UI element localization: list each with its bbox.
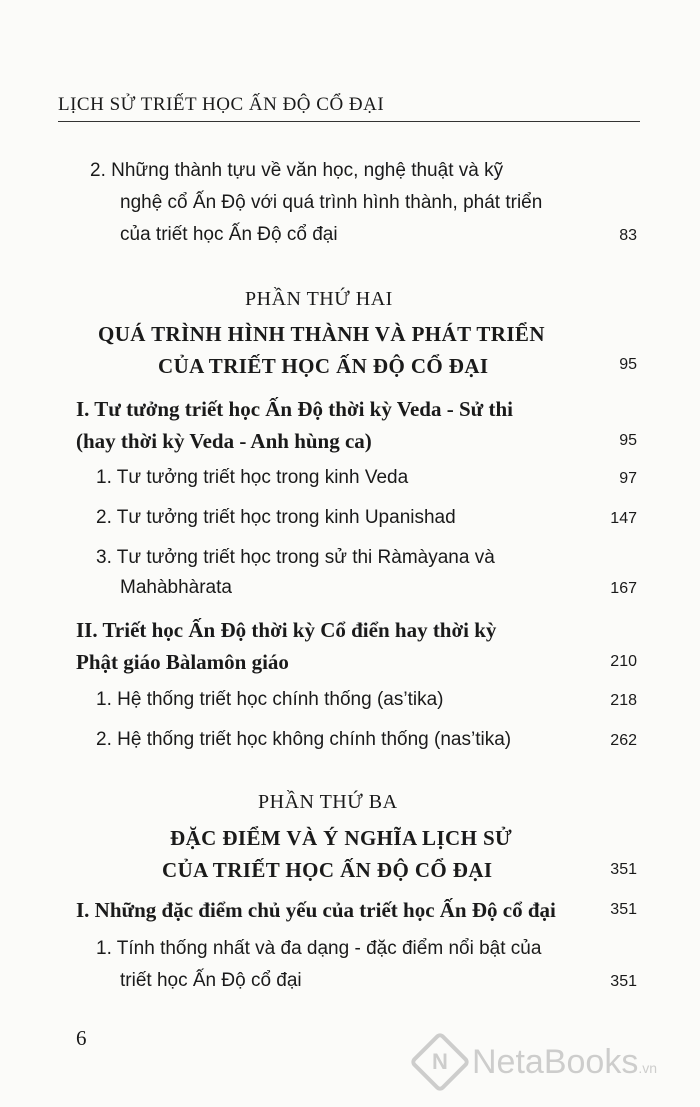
part-heading: PHẦN THỨ BA	[258, 791, 398, 813]
toc-line: Mahàbhàrata	[120, 577, 232, 598]
page-ref: 95	[619, 356, 637, 373]
toc-line: 1. Hệ thống triết học chính thống (as’tika)	[96, 689, 444, 710]
page-ref: 351	[610, 901, 637, 918]
page-ref: 147	[610, 510, 637, 527]
page-ref: 210	[610, 653, 637, 670]
section-heading: (hay thời kỳ Veda - Anh hùng ca)	[76, 429, 372, 453]
toc-line: 3. Tư tưởng triết học trong sử thi Ràmàyana và	[96, 547, 495, 568]
toc-line: nghệ cổ Ấn Độ với quá trình hình thành, phát triển	[120, 192, 543, 213]
page-ref: 95	[619, 432, 637, 449]
toc-line: 1. Tư tưởng triết học trong kinh Veda	[96, 467, 409, 488]
netabooks-logo-icon: N	[409, 1031, 471, 1093]
part-title: QUÁ TRÌNH HÌNH THÀNH VÀ PHÁT TRIỂN	[98, 322, 545, 346]
watermark	[418, 1040, 657, 1084]
section-heading: I. Những đặc điểm chủ yếu của triết học Ấn Độ cổ đại	[76, 898, 556, 922]
page-number: 6	[76, 1026, 87, 1050]
page-ref: 167	[610, 580, 637, 597]
page-ref: 218	[610, 692, 637, 709]
page-ref: 262	[610, 732, 637, 749]
toc-line: 2. Tư tưởng triết học trong kinh Upanishad	[96, 507, 456, 528]
toc-line: triết học Ấn Độ cổ đại	[120, 970, 302, 991]
header-rule	[58, 121, 640, 122]
section-heading: I. Tư tưởng triết học Ấn Độ thời kỳ Veda - Sử thi	[76, 397, 513, 421]
page-ref: 351	[610, 973, 637, 990]
section-heading: Phật giáo Bàlamôn giáo	[76, 650, 289, 674]
page-ref: 97	[619, 470, 637, 487]
toc-line: của triết học Ấn Độ cổ đại	[120, 224, 338, 245]
page-ref: 351	[610, 861, 637, 878]
page-ref: 83	[619, 227, 637, 244]
toc-line: 2. Hệ thống triết học không chính thống (nas’tika)	[96, 729, 512, 750]
part-title: CỦA TRIẾT HỌC ẤN ĐỘ CỔ ĐẠI	[158, 354, 489, 378]
section-heading: II. Triết học Ấn Độ thời kỳ Cổ điển hay thời kỳ	[76, 618, 497, 642]
toc-line: 2. Những thành tựu về văn học, nghệ thuật và kỹ	[90, 160, 504, 181]
running-header: LỊCH SỬ TRIẾT HỌC ẤN ĐỘ CỔ ĐẠI	[58, 94, 385, 115]
part-title: CỦA TRIẾT HỌC ẤN ĐỘ CỔ ĐẠI	[162, 858, 493, 882]
part-title: ĐẶC ĐIỂM VÀ Ý NGHĨA LỊCH SỬ	[170, 826, 513, 850]
part-heading: PHẦN THỨ HAI	[245, 288, 393, 310]
watermark-text: NetaBooks.vn	[472, 1042, 658, 1081]
toc-line: 1. Tính thống nhất và đa dạng - đặc điểm nổi bật của	[96, 938, 542, 959]
